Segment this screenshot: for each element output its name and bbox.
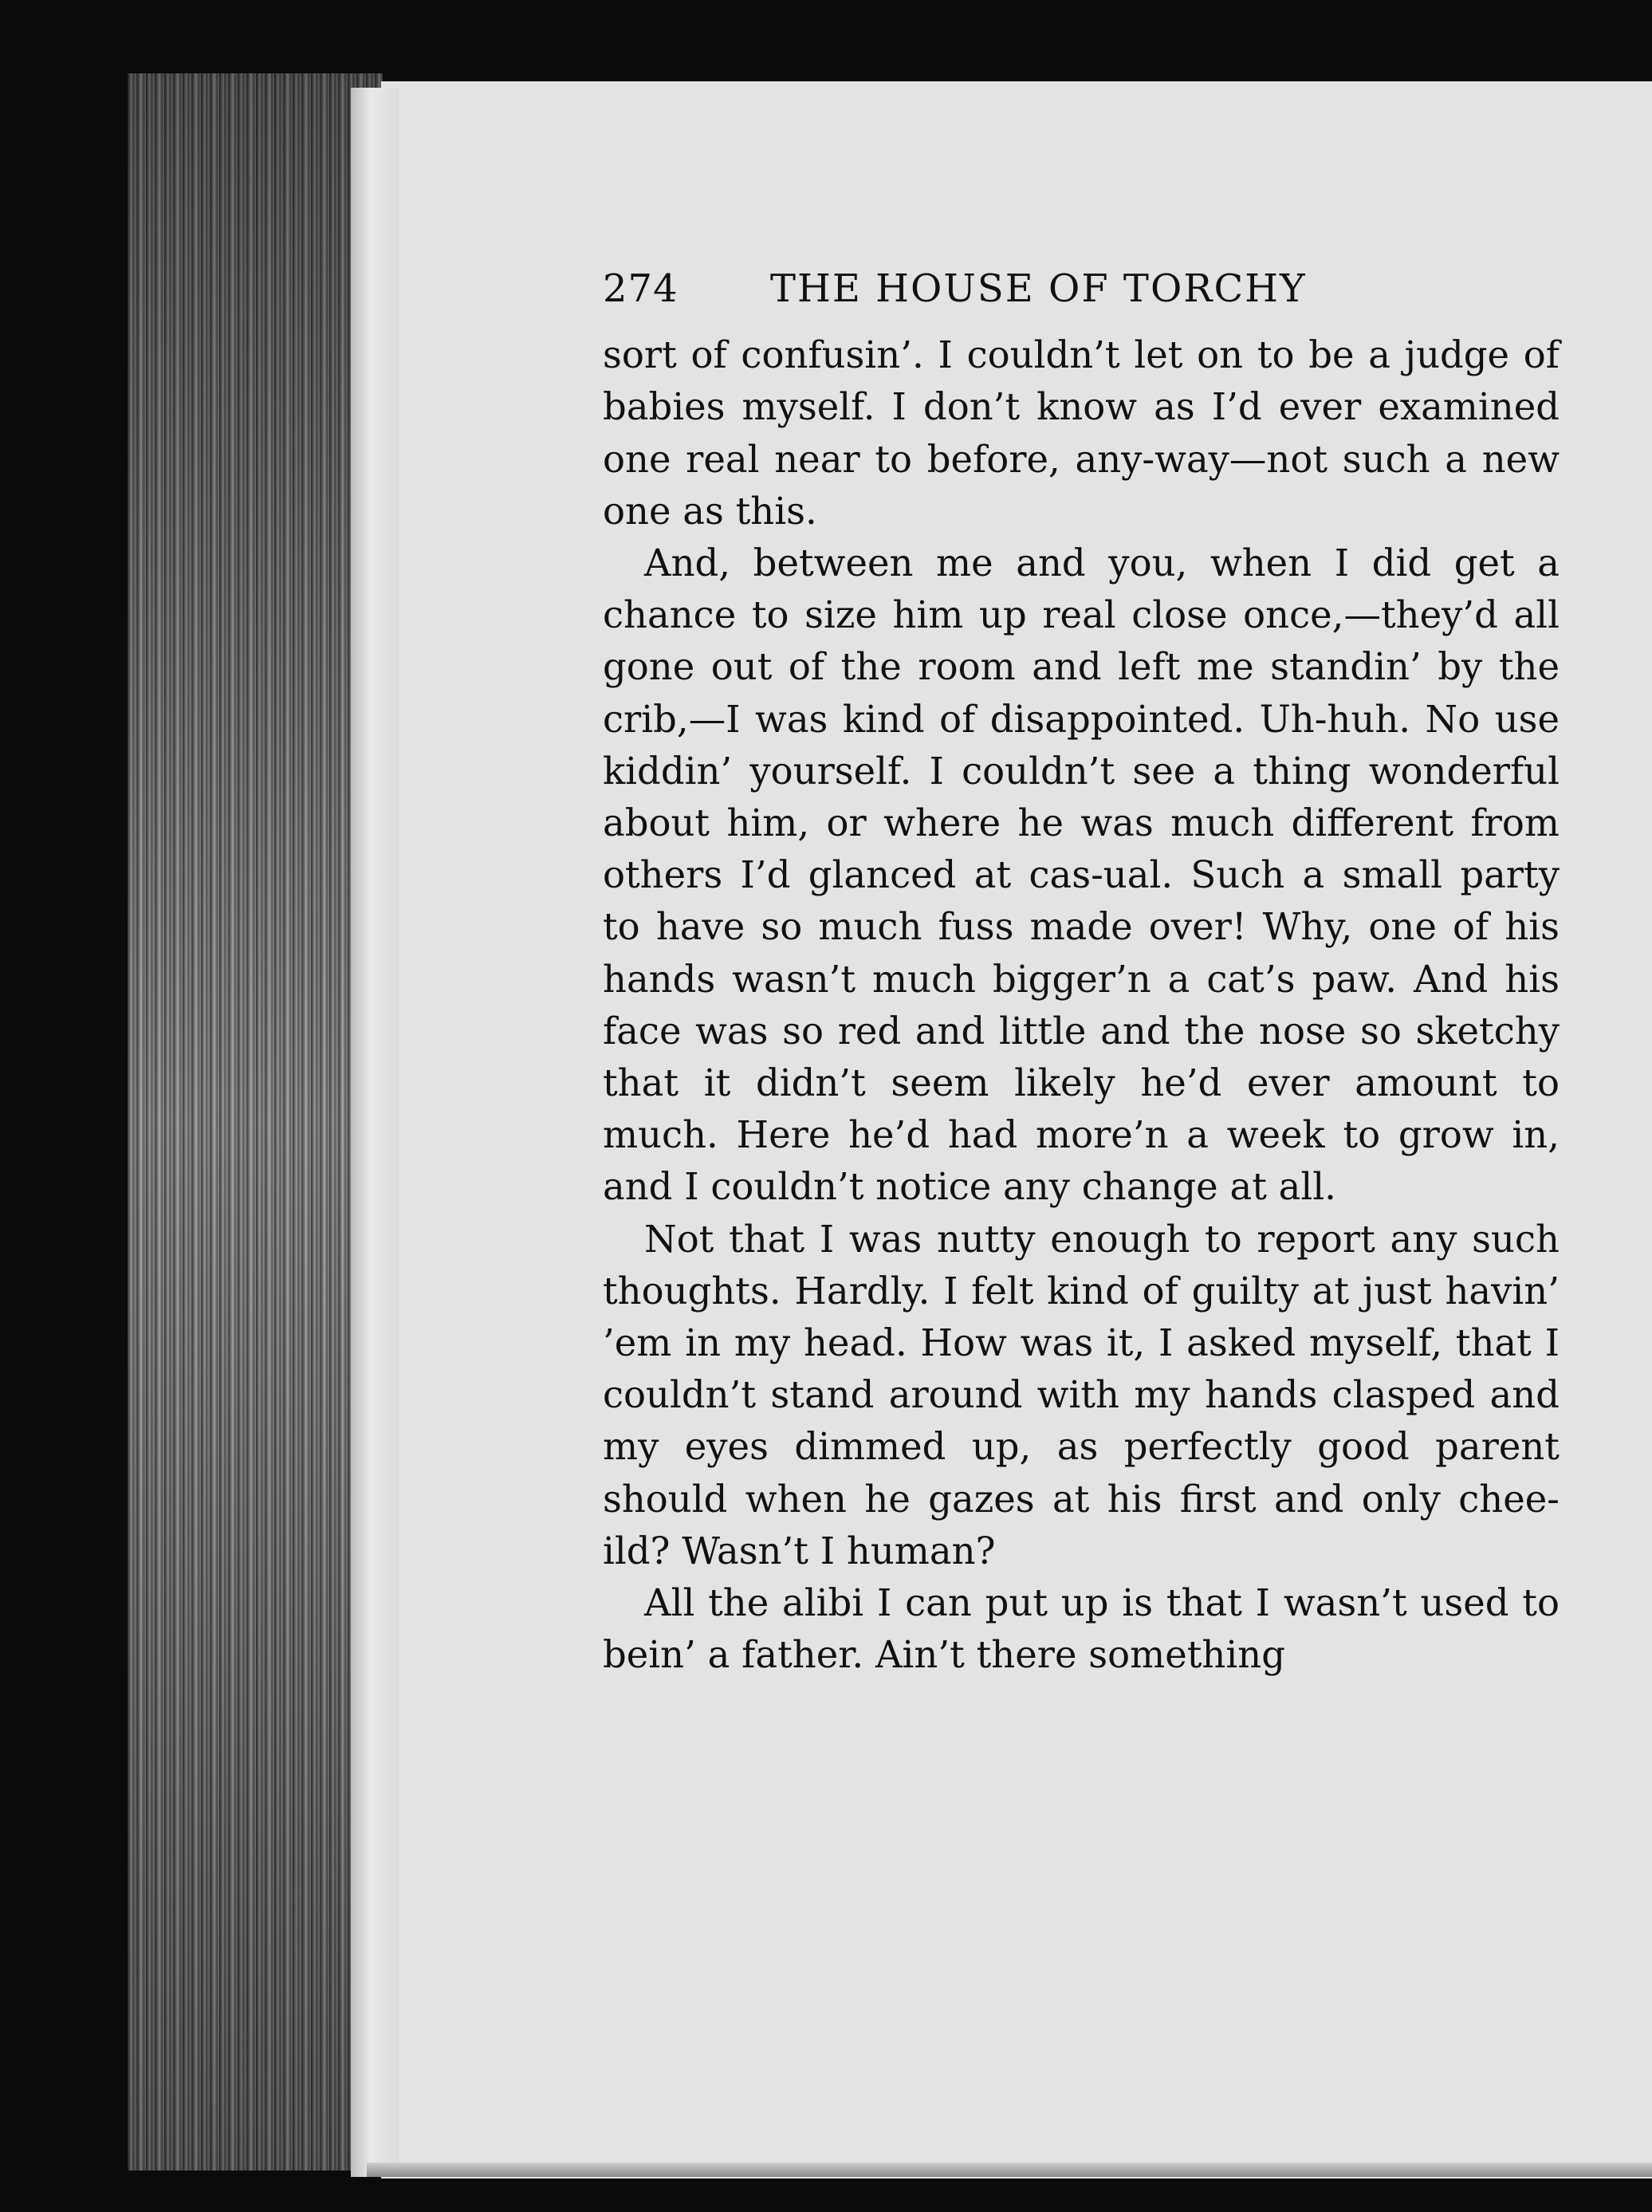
paragraph-4: All the alibi I can put up is that I wasn’t used to bein’ a father. Ain’t there something (603, 1581, 1560, 1677)
paragraph-2: And, between me and you, when I did get a chance to size him up real close once,—they’d all gone out of the room and left me standin’ by the crib,—I was kind of disappointed. Uh-huh. No use kiddin’ yourself. I couldn’t see a thing wonderful about him, or where he was much different from others I’d glanced at cas-ual. Such a small party to have so much fuss made over! Why, one of his hands wasn’t much bigger’n a cat’s paw. And his face was so red and little and the nose so sketchy that it didn’t seem likely he’d ever amount to much. Here he’d had more’n a week to grow in, and I couldn’t notice any change at all. (603, 541, 1560, 1209)
running-head (603, 263, 1560, 315)
page-gutter (351, 88, 399, 2177)
page-number: 274 (603, 266, 678, 311)
page-bottom-edge (367, 2163, 1652, 2177)
page-text (603, 263, 1560, 1681)
paragraph-1: sort of confusin’. I couldn’t let on to be a judge of babies myself. I don’t know as I’d ever examined one real near to before, any-way—not such a new one as this. (603, 333, 1560, 533)
paragraph-3: Not that I was nutty enough to report any such thoughts. Hardly. I felt kind of guilty at just havin’ ’em in my head. How was it, I asked myself, that I couldn’t stand around with my hands clasped and my eyes dimmed up, as perfectly good parent should when he gazes at his first and only chee-ild? Wasn’t I human? (603, 1217, 1560, 1572)
page-edges (128, 73, 383, 2171)
running-title: THE HOUSE OF TORCHY (770, 266, 1307, 311)
